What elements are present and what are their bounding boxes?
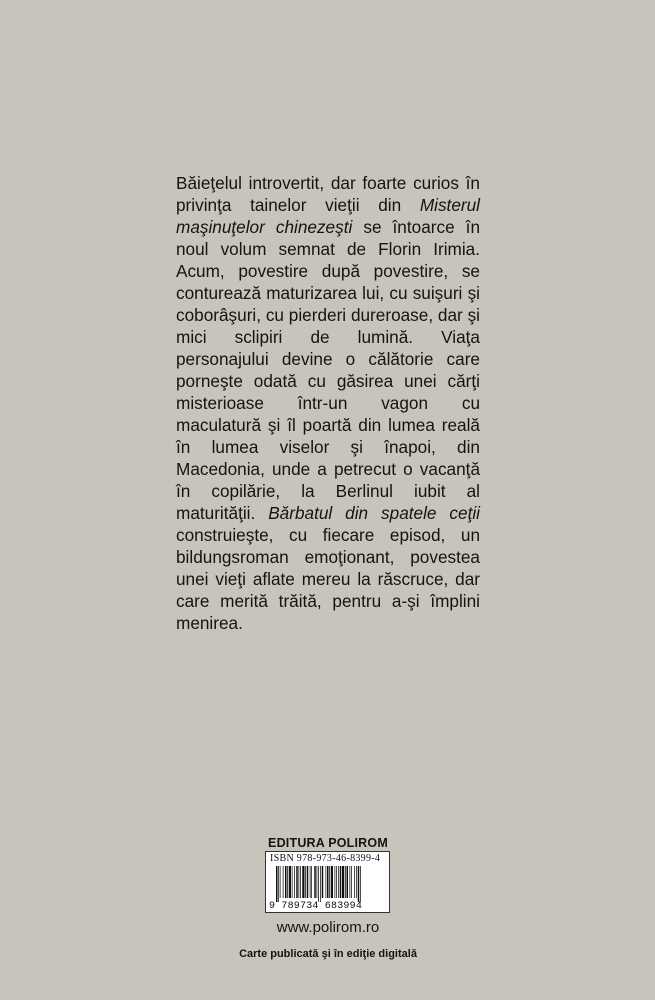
digital-edition-note: Carte publicată şi în ediţie digitală: [239, 948, 417, 960]
blurb-text-end: construieşte, cu fiecare episod, un bildungsroman emoţionant, povestea unei vieţi aflate mereu la răscruce, dar care merită trăită, pentru a-şi împlini menirea.: [176, 525, 480, 633]
barcode-bar: [342, 866, 344, 898]
barcode-bar: [287, 866, 288, 898]
publisher-name: EDITURA POLIROM: [268, 836, 388, 850]
barcode-bar: [307, 866, 309, 898]
barcode-bar: [292, 866, 293, 898]
barcode-bar: [356, 866, 357, 898]
barcode-bar: [326, 866, 327, 898]
barcode-bar: [351, 866, 352, 898]
barcode-bar: [336, 866, 337, 898]
barcode-bar: [358, 866, 360, 902]
barcode-bar: [310, 866, 311, 898]
back-cover-blurb: [176, 172, 480, 634]
barcode-bar: [314, 866, 316, 898]
publisher-website: www.polirom.ro: [276, 919, 380, 936]
barcode-bar: [335, 866, 336, 898]
barcode-digits: 9 789734 683994: [269, 901, 363, 912]
barcode-bar: [354, 866, 355, 898]
barcode-bar: [285, 866, 287, 898]
blurb-paragraph: [176, 172, 480, 634]
barcode-bar: [305, 866, 306, 898]
barcode-bar: [289, 866, 291, 898]
barcode-bar: [322, 866, 324, 898]
barcode-bar: [350, 866, 351, 898]
barcode-bar: [338, 866, 339, 898]
barcode-bar: [294, 866, 295, 898]
barcode-bar: [331, 866, 333, 898]
barcode-bar: [317, 866, 318, 898]
barcode-bar: [318, 866, 319, 902]
book-title-previous: Misterul maşinuţelor chinezeşti: [176, 195, 480, 237]
blurb-text-main: se întoarce în noul volum semnat de Florin Irimia. Acum, povestire după povestire, se conturează maturizarea lui, cu suişuri şi coborâşuri, cu pierderi dureroase, dar şi mici sclipiri de lumină. Viaţa personajului devine o călătorie care porneşte odată cu găsirea unei cărţi misterioase într-un vagon cu maculatură şi îl poartă din lumea reală în lumea viselor şi înapoi, din Macedonia, unde a petrecut o vacanţă în copilărie, la Berlinul iubit al maturităţii.: [176, 217, 481, 523]
barcode-bars: [270, 866, 386, 902]
barcode-bar: [320, 866, 321, 902]
barcode-bar: [340, 866, 342, 898]
barcode-bar: [360, 866, 361, 902]
barcode-bar: [302, 866, 304, 898]
barcode-bar: [345, 866, 346, 898]
barcode-bar: [276, 866, 278, 902]
isbn-number: ISBN 978-973-46-8399-4: [270, 853, 381, 864]
barcode-bar: [280, 866, 281, 898]
barcode-bar: [311, 866, 312, 898]
barcode-bar: [278, 866, 279, 902]
isbn-barcode: [265, 851, 390, 913]
barcode-bar: [327, 866, 329, 898]
blurb-text-intro: Băieţelul introvertit, dar foarte curios în privinţa tainelor vieţii din: [176, 173, 480, 215]
barcode-bar: [300, 866, 301, 898]
barcode-bar: [296, 866, 298, 898]
barcode-bar: [299, 866, 300, 898]
barcode-bar: [347, 866, 349, 898]
barcode-bar: [329, 866, 330, 898]
book-title-current: Bărbatul din spatele ceţii: [268, 503, 480, 523]
barcode-bar: [283, 866, 284, 898]
